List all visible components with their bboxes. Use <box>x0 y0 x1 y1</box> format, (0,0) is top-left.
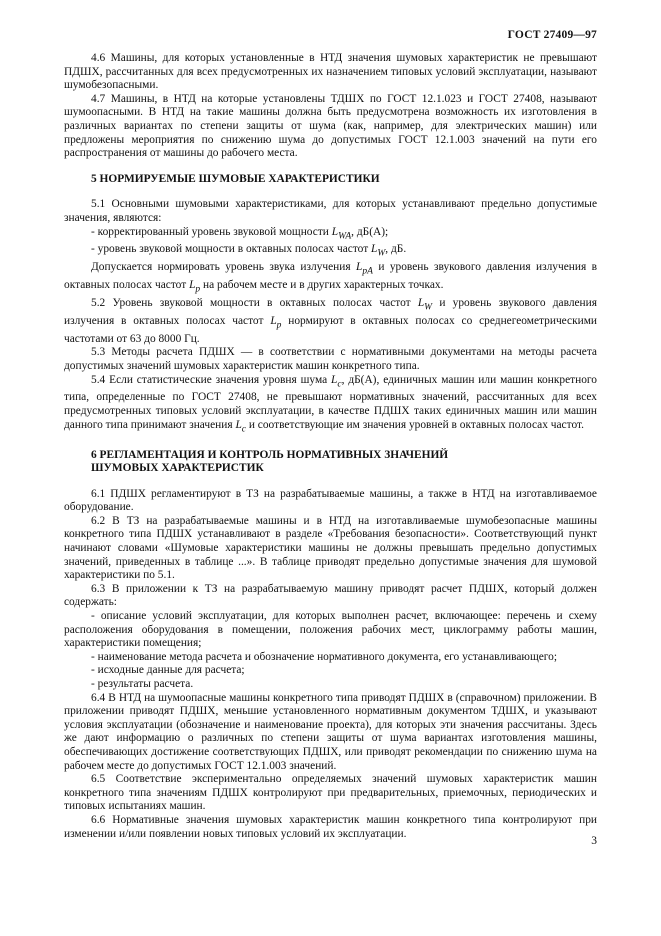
paragraph-6-3: 6.3 В приложении к ТЗ на разрабатываемую машину приводят расчет ПДШХ, который должен содержать: <box>64 582 597 609</box>
list-item-lw: - уровень звуковой мощности в октавных полосах частот $L_W$, дБ. <box>91 243 407 259</box>
section-6-heading: 6 РЕГЛАМЕНТАЦИЯ И КОНТРОЛЬ НОРМАТИВНЫХ ЗНАЧЕНИЙ ШУМОВЫХ ХАРАКТЕРИСТИК <box>91 448 449 475</box>
section-5-heading: 5 НОРМИРУЕМЫЕ ШУМОВЫЕ ХАРАКТЕРИСТИКИ <box>91 172 380 185</box>
paragraph-6-1: 6.1 ПДШХ регламентируют в ТЗ на разрабатываемые машины, а также в НТД на изготавливаемое оборудование. <box>64 487 597 514</box>
paragraph-5-4: 5.4 Если статистические значения уровня шума $L_c$, дБ(А), единичных машин или машин конкретного типа, определенные по ГОСТ 27408, не превышают нормативных значений, рассчитанных для всех предусмотренных типовых условий эксплуатации, в качестве ПДШХ таких единичных машин или машин данного типа принимают значения $L_c$ и соответствующие им значения уровней в октавных полосах частот. <box>64 373 597 434</box>
paragraph-6-4: 6.4 В НТД на шумоопасные машины конкретного типа приводят ПДШХ в (справочном) приложении. В приложении приводят ПДШХ, меньшие установленного нормативным документом ТДШХ, и указывают условия эксплуатации (обозначение и наименование проекта), для которых эти значения рассчитаны. Здесь же дают информацию о различных по степени защиты от шума вариантах изготовления машины, обеспечивающих достижение соответствующих ПДШХ, или приводят рекомендации по снижению шума на рабочем месте до допустимых ГОСТ 12.1.003 значений. <box>64 691 597 772</box>
paragraph-4-6: 4.6 Машины, для которых установленные в НТД значения шумовых характеристик не превышают ПДШХ, рассчитанных для всех предусмотренных их назначением типовых условий эксплуатации, называют шумобезопасными. <box>64 52 597 92</box>
page-number: 3 <box>591 835 597 847</box>
list-item-6-3-d: - результаты расчета. <box>91 678 194 690</box>
paragraph-5-2: 5.2 Уровень звуковой мощности в октавных полосах частот $L_W$ и уровень звукового давления излучения в октавных полосах частот $L_p$ нормируют в октавных полосах со среднегеометрическими частотами от 63 до 8000 Гц. <box>64 297 598 345</box>
paragraph-4-7: 4.7 Машины, в НТД на которые установлены ТДШХ по ГОСТ 12.1.023 и ГОСТ 27408, называют шумоопасными. В НТД на такие машины должна быть предусмотрена возможность их изготовления в различных вариантах по степени защиты от шума (как, например, для электрических машин) или предложены мероприятия по снижению шума до допустимых ГОСТ 12.1.003 значений на пути его распространения от машины до рабочего места. <box>64 92 597 160</box>
paragraph-6-6: 6.6 Нормативные значения шумовых характеристик машин конкретного типа контролируют при изменении и/или появлении новых типовых условий их эксплуатации. <box>64 813 597 840</box>
document-header: ГОСТ 27409—97 <box>507 29 597 41</box>
paragraph-6-5: 6.5 Соответствие экспериментально определяемых значений шумовых характеристик машин конкретного типа значениям ПДШХ контролируют при предварительных, приемочных, периодических и типовых испытаниях машин. <box>64 773 597 813</box>
list-item-6-3-c: - исходные данные для расчета; <box>91 664 245 677</box>
paragraph-5-3: 5.3 Методы расчета ПДШХ — в соответствии с нормативными документами на методы расчета допустимых значений шумовых характеристик машин конкретного типа. <box>64 346 597 372</box>
document-body <box>64 52 597 841</box>
paragraph-5-1-note: Допускается нормировать уровень звука излучения $L_{pA}$ и уровень звукового давления излучения в октавных полосах частот $L_p$ на рабочем месте и в других характерных точках. <box>64 261 597 295</box>
list-item-6-3-b: - наименование метода расчета и обозначение нормативного документа, его устанавливающего; <box>91 650 558 663</box>
list-item-lwa: - корректированный уровень звуковой мощности $L_{WA}$, дБ(А); <box>91 225 389 241</box>
paragraph-6-2: 6.2 В ТЗ на разрабатываемые машины и в НТД на изготавливаемые шумобезопасные машины конкретного типа ПДШХ устанавливают в разделе «Требования безопасности». Соответствующий пункт начинают словами «Шумовые характеристики машины не должны превышать предельно допустимых значений, приведенных в таблице ...». В таблице приводят предельно допустимые значения для шумовой характеристики по 5.1. <box>64 514 597 582</box>
list-item-6-3-a: - описание условий эксплуатации, для которых выполнен расчет, включающее: перечень и схему расположения оборудования в помещении, положения рабочих мест, циклограмму работы машин, характеристики помещения; <box>64 610 597 650</box>
paragraph-5-1: 5.1 Основными шумовыми характеристиками, для которых устанавливают предельно допустимые значения, являются: <box>64 198 597 224</box>
